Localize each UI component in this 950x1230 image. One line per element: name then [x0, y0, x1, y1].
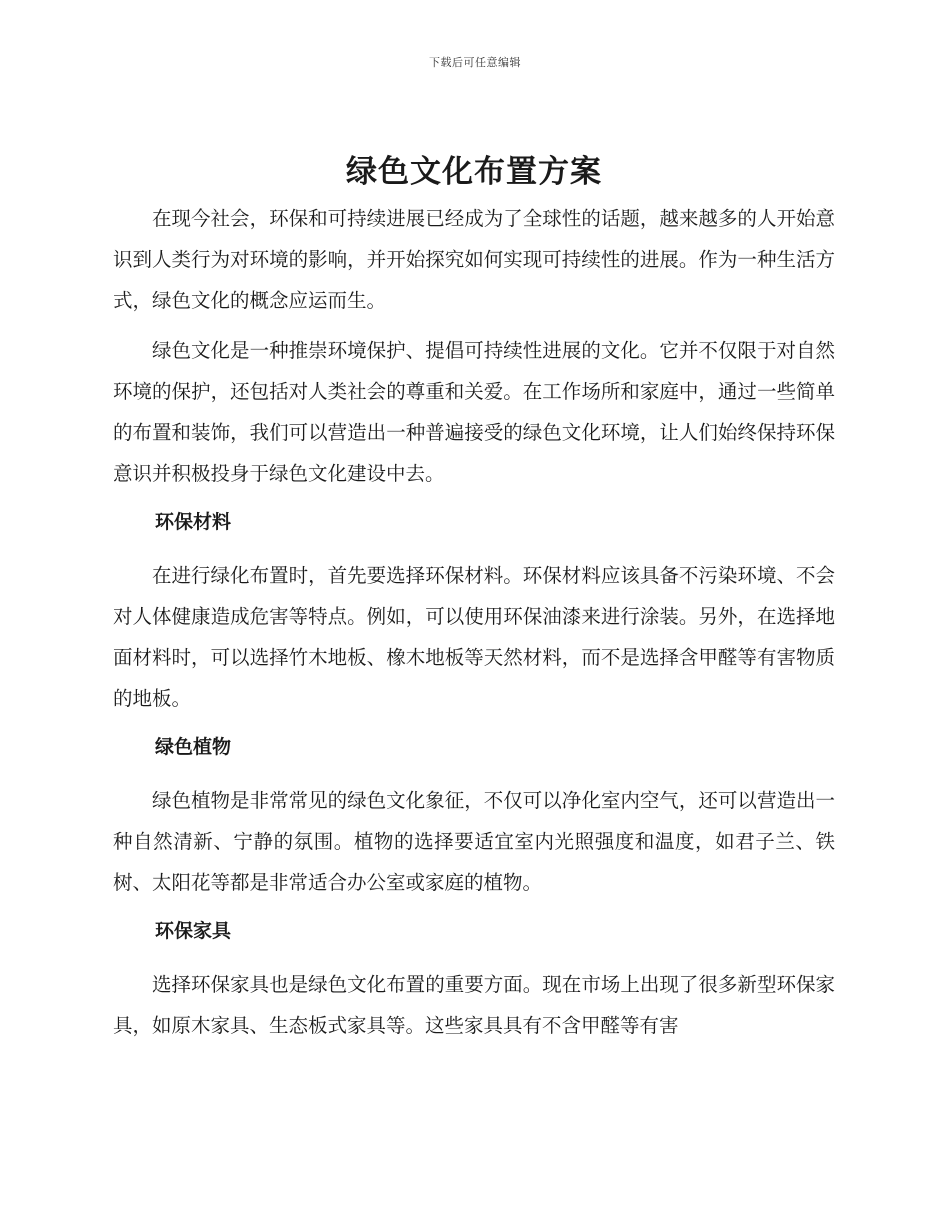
- section-heading-furniture: 环保家具: [155, 920, 232, 942]
- header-note: 下载后可任意编辑: [429, 56, 521, 69]
- document-title: 绿色文化布置方案: [346, 154, 602, 190]
- section-heading-plants: 绿色植物: [155, 736, 232, 758]
- section-text-materials: 在进行绿化布置时，首先要选择环保材料。环保材料应该具备不污染环境、不会对人体健康造成危害等特点。例如，可以使用环保油漆来进行涂装。另外，在选择地面材料时，可以选择竹木地板、橡木地板等天然材料，而不是选择含甲醛等有害物质的地板。: [113, 564, 835, 710]
- section-text-plants: 绿色植物是非常常见的绿色文化象征，不仅可以净化室内空气，还可以营造出一种自然清新、宁静的氛围。植物的选择要适宜室内光照强度和温度，如君子兰、铁树、太阳花等都是非常适合办公室或家庭的植物。: [113, 789, 835, 894]
- section-heading-materials: 环保材料: [155, 511, 232, 533]
- section-text-furniture: 选择环保家具也是绿色文化布置的重要方面。现在市场上出现了很多新型环保家具，如原木家具、生态板式家具等。这些家具具有不含甲醛等有害: [113, 973, 835, 1037]
- intro-paragraph-2: 绿色文化是一种推崇环境保护、提倡可持续性进展的文化。它并不仅限于对自然环境的保护，还包括对人类社会的尊重和关爱。在工作场所和家庭中，通过一些简单的布置和装饰，我们可以营造出一种普遍接受的绿色文化环境，让人们始终保持环保意识并积极投身于绿色文化建设中去。: [113, 339, 835, 485]
- document-body: [113, 150, 835, 1055]
- intro-paragraph-1: 在现今社会，环保和可持续进展已经成为了全球性的话题，越来越多的人开始意识到人类行为对环境的影响，并开始探究如何实现可持续性的进展。作为一种生活方式，绿色文化的概念应运而生。: [113, 207, 835, 312]
